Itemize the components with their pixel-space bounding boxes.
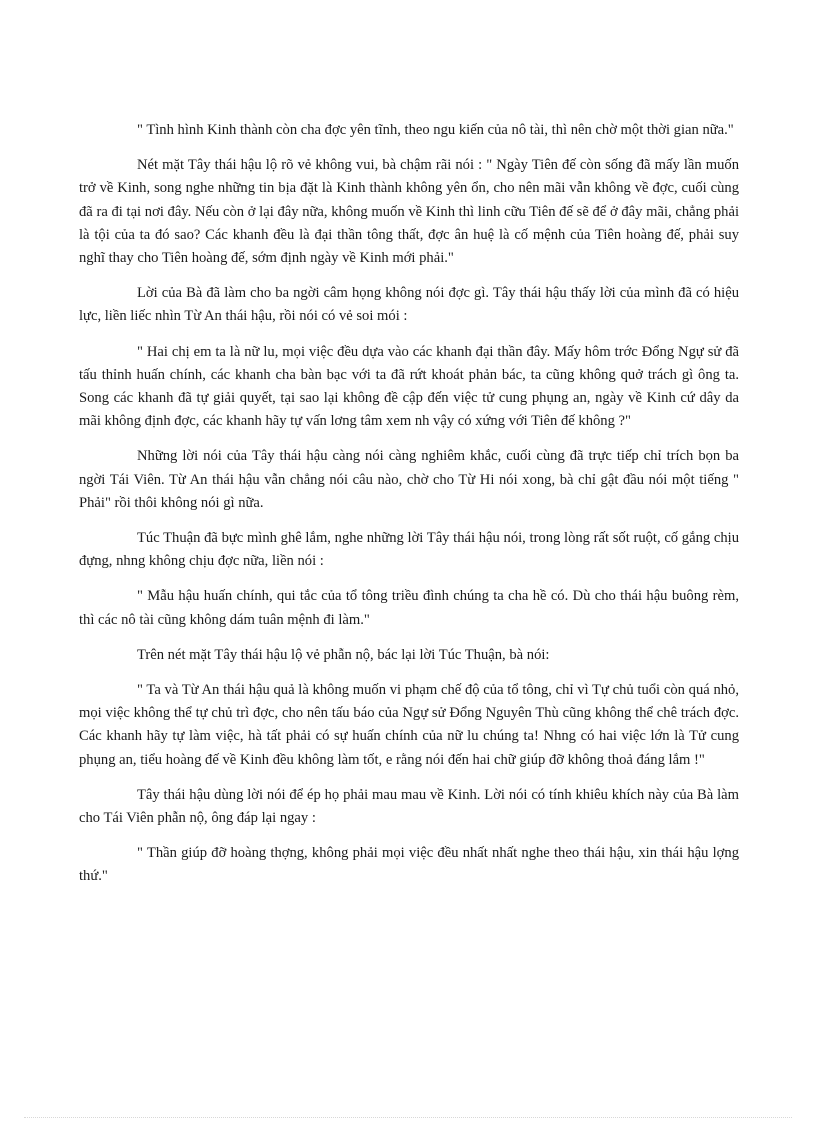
paragraph-3: Lời của Bà đã làm cho ba ngời câm họng không nói đợc gì. Tây thái hậu thấy lời của mình đã có hiệu lực, liền liếc nhìn Từ An thái hậu, rồi nói có vẻ soi mói : (79, 285, 739, 325)
paragraph-9: " Ta và Từ An thái hậu quả là không muốn vi phạm chế độ của tổ tông, chỉ vì Tự chủ tuổi còn quá nhỏ, mọi việc không thể tự chủ trì đợc, cho nên tấu báo của Ngự sử Đổng Nguyên Thù cũng không thể chê trách đợc. Các khanh hãy tự làm việc, hà tất phải có sự huấn chính của nữ lu chúng ta! Nhng có hai việc lớn là Tử cung phụng an, tiểu hoàng đế về Kinh đều không làm tốt, e rằng nói đến hai chữ giúp đỡ không thoả đáng lắm !" (79, 682, 739, 768)
paragraph-8: Trên nét mặt Tây thái hậu lộ vẻ phẫn nộ, bác lại lời Túc Thuận, bà nói: (137, 646, 550, 663)
paragraph-7: " Mẫu hậu huấn chính, qui tắc của tổ tông triều đình chúng ta cha hề có. Dù cho thái hậu buông rèm, thì các nô tài cũng không dám tuân mệnh đi làm." (79, 588, 739, 628)
page-bottom-divider (24, 1117, 792, 1118)
paragraph-6: Túc Thuận đã bực mình ghê lắm, nghe những lời Tây thái hậu nói, trong lòng rất sốt ruột, cố gắng chịu đựng, nhng không chịu đợc nữa, liền nói : (79, 530, 739, 570)
paragraph-1: " Tình hình Kinh thành còn cha đợc yên tĩnh, theo ngu kiến của nô tài, thì nên chờ một thời gian nữa." (137, 122, 734, 138)
paragraph-5: Những lời nói của Tây thái hậu càng nói càng nghiêm khắc, cuối cùng đã trực tiếp chỉ trích bọn ba ngời Tái Viên. Từ An thái hậu vẫn chẳng nói câu nào, chờ cho Từ Hi nói xong, bà chỉ gật đầu nói một tiếng " Phải" rồi thôi không nói gì nữa. (79, 448, 739, 511)
paragraph-4: " Hai chị em ta là nữ lu, mọi việc đều dựa vào các khanh đại thần đây. Mấy hôm trớc Đổng Ngự sử đã tấu thỉnh huấn chính, các khanh cha bàn bạc với ta đã rứt khoát phản bác, ta cũng không quở trách gì ông ta. Song các khanh đã tự giải quyết, tại sao lại không đề cập đến việc tử cung phụng an, ngày về Kinh cứ dây da mãi không định đợc, các khanh hãy tự vấn lơng tâm xem nh vậy có xứng với Tiên đế không ?" (79, 343, 739, 430)
paragraph-2: Nét mặt Tây thái hậu lộ rõ vẻ không vui, bà chậm rãi nói : " Ngày Tiên đế còn sống đã mấy lần muốn trở về Kinh, song nghe những tin bịa đặt là Kinh thành không yên ổn, cho nên mãi vẫn không về đợc, cuối cùng đã ra đi tại nơi đây. Nếu còn ở lại đây nữa, không muốn về Kinh thì linh cữu Tiên đế sẽ để ở đây mãi, chẳng phải là tội của ta đó sao? Các khanh đều là đại thần tông thất, đợc ân huệ là cố mệnh của Tiên hoàng đế, phải suy nghĩ thay cho Tiên hoàng đế, sớm định ngày về Kinh mới phải." (79, 157, 739, 267)
paragraph-10: Tây thái hậu dùng lời nói để ép họ phải mau mau về Kinh. Lời nói có tính khiêu khích này của Bà làm cho Tái Viên phẫn nộ, ông đáp lại ngay : (79, 786, 739, 827)
document-page (79, 119, 739, 901)
paragraph-11: " Thần giúp đỡ hoàng thợng, không phải mọi việc đều nhất nhất nghe theo thái hậu, xin thái hậu lợng thứ." (79, 845, 739, 885)
